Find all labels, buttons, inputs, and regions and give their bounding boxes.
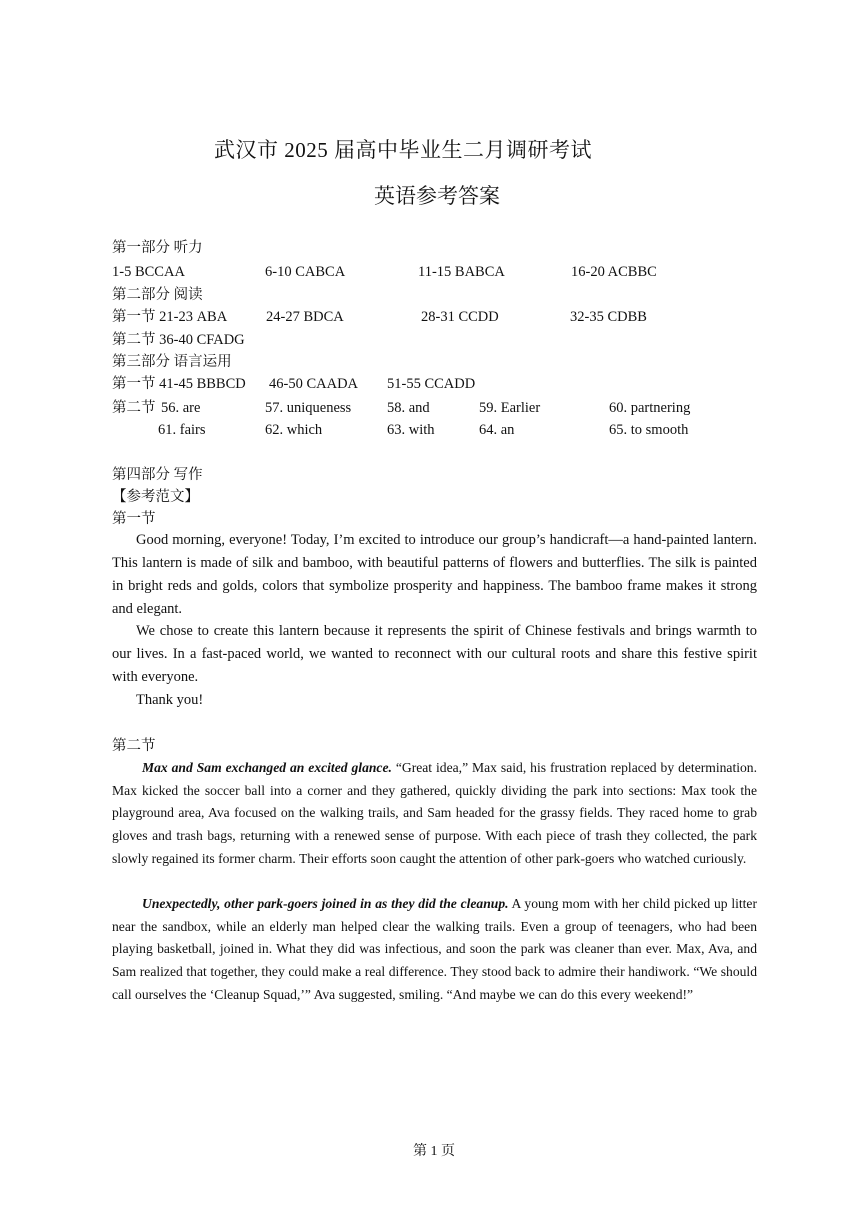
paragraph-lead: Max and Sam exchanged an excited glance.	[142, 760, 392, 775]
essay1-paragraph	[112, 689, 757, 712]
fill-answer: 65. to smooth	[609, 422, 689, 438]
part4-section1-label: 第一节	[112, 511, 156, 527]
fill-answer: 56. are	[161, 400, 201, 416]
part2-section2: 第二节 36-40 CFADG	[112, 332, 245, 348]
paragraph-text: “Great idea,” Max said, his frustration replaced by determination. Max kicked the soccer ball into a corner and they gathered, quickly dividing the park into sections: Max took the playground area, Ava focused on the walking trails, and Sam headed for the grassy fields. They raced home to grab gloves and trash bags, returning with a renewed sense of purpose. With each piece of trash they collected, the park slowly regained its former charm. Their efforts soon caught the attention of other park-goers who watched curiously.	[112, 760, 757, 866]
essay2-paragraph	[112, 893, 757, 1007]
answer-group: 第一节 21-23 ABA	[112, 309, 228, 325]
answer-group: 32-35 CDBB	[570, 309, 647, 325]
fill-answer: 59. Earlier	[479, 400, 541, 416]
sample-label: 【参考范文】	[112, 489, 199, 505]
page-number: 第 1 页	[413, 1144, 455, 1159]
fill-answer: 60. partnering	[609, 400, 691, 416]
page-subtitle: 英语参考答案	[374, 184, 500, 208]
part3-heading: 第三部分 语言运用	[112, 354, 232, 370]
essay2-paragraph	[112, 757, 757, 871]
fill-answer: 64. an	[479, 422, 515, 438]
essay1-paragraph	[112, 529, 757, 621]
answer-group: 第一节 41-45 BBBCD	[112, 376, 246, 392]
answer-group: 24-27 BDCA	[266, 309, 344, 325]
paragraph-text: We chose to create this lantern because it represents the spirit of Chinese festivals and brings warmth to our lives. In a fast-paced world, we wanted to reconnect with our cultural roots and share this festive spirit with everyone.	[112, 623, 757, 685]
essay1-paragraph	[112, 620, 757, 689]
fill-answer: 58. and	[387, 400, 430, 416]
answer-group: 51-55 CCADD	[387, 376, 476, 392]
answer-group: 46-50 CAADA	[269, 376, 359, 392]
answer-group: 1-5 BCCAA	[112, 264, 185, 280]
answer-group: 16-20 ACBBC	[571, 264, 657, 280]
paragraph-lead: Unexpectedly, other park-goers joined in as they did the cleanup.	[142, 896, 509, 911]
fill-answer: 63. with	[387, 422, 435, 438]
fill-answer: 61. fairs	[158, 422, 206, 438]
answer-group: 11-15 BABCA	[418, 264, 505, 280]
part2-heading: 第二部分 阅读	[112, 287, 203, 303]
part4-heading: 第四部分 写作	[112, 467, 203, 483]
paragraph-text: Thank you!	[136, 692, 204, 708]
fill-answer: 62. which	[265, 422, 323, 438]
part1-heading: 第一部分 听力	[112, 240, 203, 256]
page-title: 武汉市 2025 届高中毕业生二月调研考试	[214, 138, 592, 162]
part3-section2-label: 第二节	[112, 400, 156, 416]
paragraph-text: Good morning, everyone! Today, I’m excited to introduce our group’s handicraft—a hand-painted lantern. This lantern is made of silk and bamboo, with beautiful patterns of flowers and butterflies. The silk is painted in bright reds and golds, colors that symbolize prosperity and happiness. The bamboo frame makes it strong and elegant.	[112, 532, 757, 617]
paragraph-text: A young mom with her child picked up litter near the sandbox, while an elderly man helped clear the walking trails. Even a group of teenagers, who had been playing basketball, joined in. What they did was infectious, and soon the park was cleaner than ever. Max, Ava, and Sam realized that together, they could make a real difference. They stood back to admire their handiwork. “We should call ourselves the ‘Cleanup Squad,’” Ava suggested, smiling. “And maybe we can do this every weekend!”	[112, 896, 757, 1002]
answer-group: 6-10 CABCA	[265, 264, 346, 280]
fill-answer: 57. uniqueness	[265, 400, 352, 416]
answer-group: 28-31 CCDD	[421, 309, 499, 325]
part4-section2-label: 第二节	[112, 738, 156, 754]
